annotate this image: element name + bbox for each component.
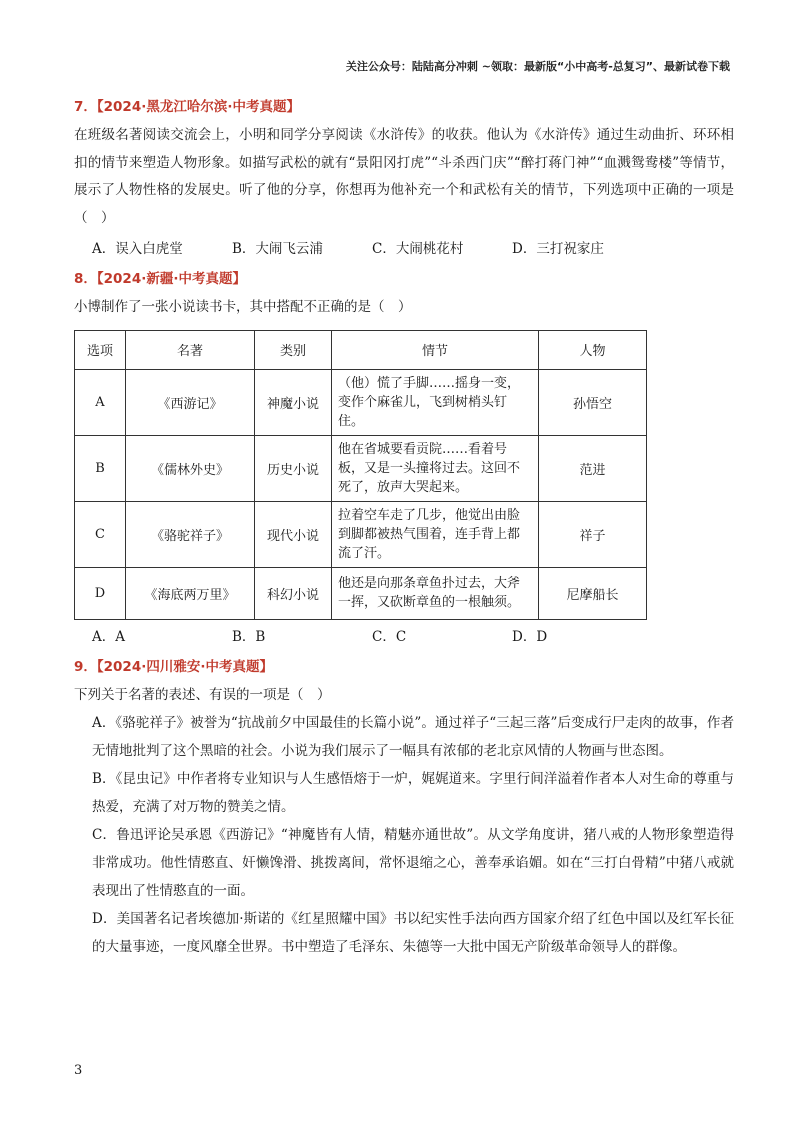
question-8-option-c: C．C — [372, 628, 407, 645]
table-cell-plot: 他在省城要看贡院……看着号板，又是一头撞将过去。这回不死了，放声大哭起来。 — [332, 435, 539, 501]
question-9-option-a: A．《骆驼祥子》被誉为“抗战前夕中国最佳的长篇小说”。通过祥子“三起三落”后变成行尸走肉的故事，作者无情地批判了这个黑暗的社会。小说为我们展示了一幅具有浓郁的老北京风情的人物画与世态图。 — [92, 715, 734, 759]
question-8-options — [74, 624, 734, 650]
table-header-character: 人物 — [539, 330, 647, 369]
table-cell-category: 现代小说 — [255, 501, 332, 567]
table-cell-option: A — [75, 369, 126, 435]
question-7-stem: 在班级名著阅读交流会上，小明和同学分享阅读《水浒传》的收获。他认为《水浒传》通过生动曲折、环环相扣的情节来塑造人物形象。如描写武松的就有“景阳冈打虎”“斗杀西门庆”“醉打蒋门神”“血溅鸳鸯楼”等情节，展示了人物性格的发展史。听了他的分享，你想再为他补充一个和武松有关的情节，下列选项中正确的一项是（ ） — [74, 127, 734, 226]
question-8-option-d: D．D — [512, 628, 548, 645]
table-cell-category: 历史小说 — [255, 435, 332, 501]
table-cell-option: C — [75, 501, 126, 567]
question-9-option-c: C．鲁迅评论吴承恩《西游记》“神魔皆有人情，精魅亦通世故”。从文学角度讲，猪八戒的人物形象塑造得非常成功。他性情憨直、奸懒馋滑、挑拨离间，常怀退缩之心，善奉承谄媚。如在“三打白骨精”中猪八戒就表现出了性情憨直的一面。 — [92, 827, 734, 899]
table-header-category: 类别 — [255, 330, 332, 369]
table-cell-plot: （他）慌了手脚……摇身一变，变作个麻雀儿，飞到树梢头钉住。 — [332, 369, 539, 435]
table-cell-book: 《海底两万里》 — [126, 567, 255, 619]
question-9 — [74, 656, 734, 962]
question-7-option-d: D．三打祝家庄 — [512, 241, 604, 257]
question-8 — [74, 268, 734, 650]
table-cell-character: 范进 — [539, 435, 647, 501]
table-row — [75, 501, 647, 567]
table-cell-character: 尼摩船长 — [539, 567, 647, 619]
table-row — [75, 567, 647, 619]
question-7-title: 7．【2024·黑龙江哈尔滨·中考真题】 — [74, 99, 300, 115]
page-header: 关注公众号：陆陆高分冲刺 ~领取：最新版“小中高考-总复习”、最新试卷下载 — [345, 60, 730, 73]
question-9-option-d: D．美国著名记者埃德加·斯诺的《红星照耀中国》书以纪实性手法向西方国家介绍了红色中国以及红军长征的大量事迹，一度风靡全世界。书中塑造了毛泽东、朱德等一大批中国无产阶级革命领导人的群像。 — [92, 911, 734, 955]
table-header-book: 名著 — [126, 330, 255, 369]
question-8-title: 8．【2024·新疆·中考真题】 — [74, 271, 246, 287]
question-7-options — [74, 236, 734, 262]
table-header-option: 选项 — [75, 330, 126, 369]
table-cell-plot: 拉着空车走了几步，他觉出由脸到脚都被热气围着，连手背上都流了汗。 — [332, 501, 539, 567]
table-row — [75, 435, 647, 501]
question-9-title: 9．【2024·四川雅安·中考真题】 — [74, 658, 273, 675]
question-9-option-b: B．《昆虫记》中作者将专业知识与人生感悟熔于一炉，娓娓道来。字里行间洋溢着作者本人对生命的尊重与热爱，充满了对万物的赞美之情。 — [92, 771, 734, 815]
question-9-stem: 下列关于名著的表述、有误的一项是（ ） — [74, 686, 331, 703]
table-cell-book: 《西游记》 — [126, 369, 255, 435]
question-7-option-a: A．误入白虎堂 — [92, 241, 183, 257]
table-header-plot: 情节 — [332, 330, 539, 369]
table-cell-category: 神魔小说 — [255, 369, 332, 435]
table-cell-category: 科幻小说 — [255, 567, 332, 619]
table-cell-book: 《骆驼祥子》 — [126, 501, 255, 567]
question-7-option-b: B．大闹飞云浦 — [232, 241, 323, 257]
reading-card-table — [74, 330, 647, 620]
question-7-option-c: C．大闹桃花村 — [372, 241, 464, 257]
table-header-row — [75, 330, 647, 369]
table-cell-book: 《儒林外史》 — [126, 435, 255, 501]
question-8-option-b: B．B — [232, 628, 266, 645]
page-content — [74, 96, 734, 961]
question-7 — [74, 96, 734, 262]
question-8-option-a: A．A — [92, 628, 125, 645]
table-cell-character: 孙悟空 — [539, 369, 647, 435]
table-cell-option: B — [75, 435, 126, 501]
table-cell-character: 祥子 — [539, 501, 647, 567]
table-cell-option: D — [75, 567, 126, 619]
question-8-stem: 小博制作了一张小说读书卡，其中搭配不正确的是（ ） — [74, 299, 412, 315]
page-number: 3 — [74, 1063, 83, 1078]
table-row — [75, 369, 647, 435]
table-cell-plot: 他还是向那条章鱼扑过去，大斧一挥，又砍断章鱼的一根触须。 — [332, 567, 539, 619]
